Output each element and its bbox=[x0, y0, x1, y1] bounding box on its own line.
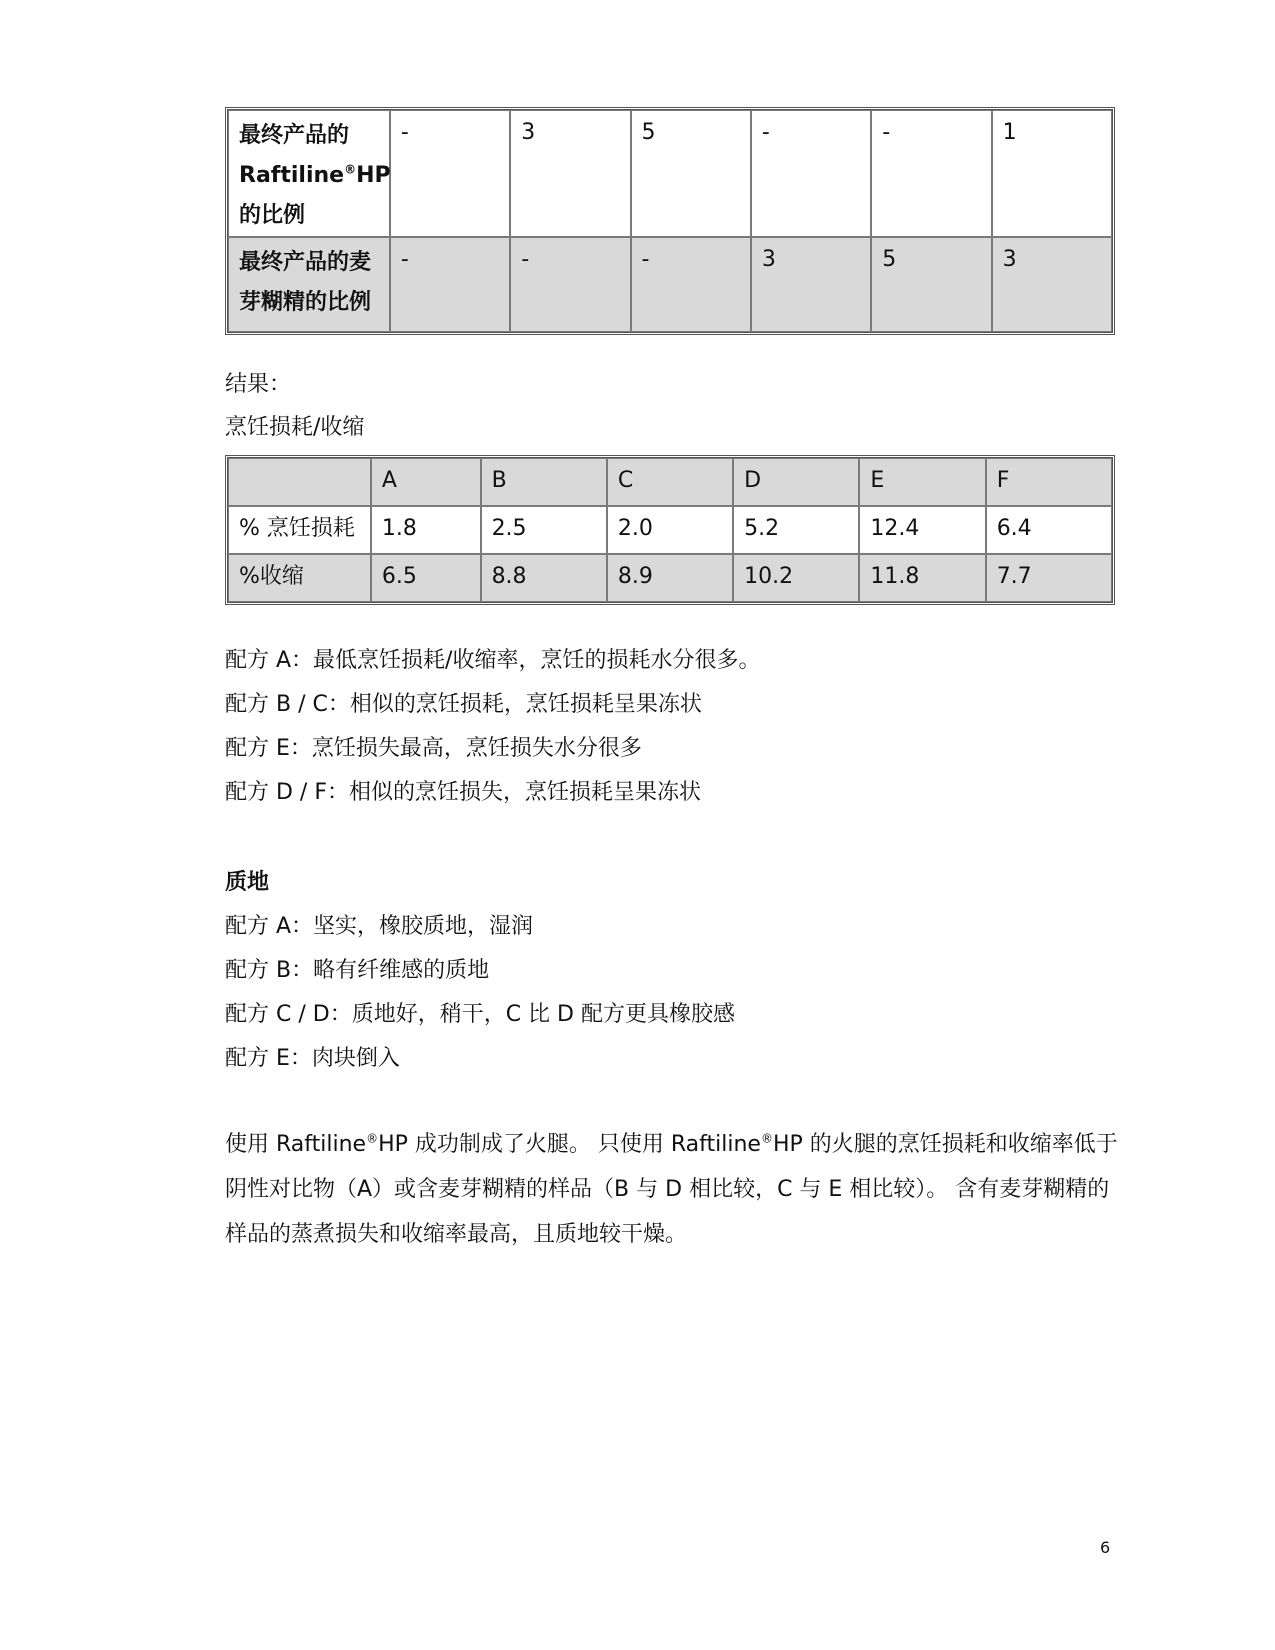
table-cell: - bbox=[510, 237, 630, 332]
texture-note: 配方 B：略有纤维感的质地 bbox=[225, 958, 490, 983]
row-header-raftiline-ratio bbox=[228, 110, 390, 237]
column-header bbox=[228, 458, 371, 506]
table-cell: 2.0 bbox=[607, 506, 733, 554]
loss-note: 配方 B / C：相似的烹饪损耗，烹饪损耗呈果冻状 bbox=[225, 692, 702, 717]
table-row bbox=[228, 237, 1112, 332]
table-cell: - bbox=[871, 110, 991, 237]
table-cell: 8.9 bbox=[607, 554, 733, 602]
row-header-text: 最终产品的Raftiline bbox=[239, 123, 350, 188]
table-cell: 6.5 bbox=[371, 554, 481, 602]
conclusion-paragraph bbox=[225, 1122, 1120, 1257]
table-cell: 3 bbox=[751, 237, 871, 332]
registered-mark: ® bbox=[760, 1131, 773, 1146]
table-cell: 5 bbox=[871, 237, 991, 332]
loss-note: 配方 E：烹饪损失最高，烹饪损失水分很多 bbox=[225, 736, 642, 761]
loss-note: 配方 D / F：相似的烹饪损失，烹饪损耗呈果冻状 bbox=[225, 780, 701, 805]
table-cell: 1.8 bbox=[371, 506, 481, 554]
column-header: F bbox=[986, 458, 1112, 506]
table-cell: 8.8 bbox=[481, 554, 607, 602]
formulation-table bbox=[225, 107, 1115, 335]
row-header: %收缩 bbox=[228, 554, 371, 602]
conclusion-text: HP 成功制成了火腿。 只使用 Raftiline bbox=[378, 1132, 761, 1157]
table-cell: 5 bbox=[631, 110, 751, 237]
table-cell: 10.2 bbox=[733, 554, 859, 602]
table-cell: 12.4 bbox=[859, 506, 985, 554]
results-subheading: 烹饪损耗/收缩 bbox=[225, 415, 365, 440]
row-header-maltodextrin-ratio: 最终产品的麦芽糊精的比例 bbox=[228, 237, 390, 332]
table-row bbox=[228, 506, 1112, 554]
loss-note: 配方 A：最低烹饪损耗/收缩率，烹饪的损耗水分很多。 bbox=[225, 648, 761, 673]
results-heading: 结果： bbox=[225, 372, 292, 397]
column-header: B bbox=[481, 458, 607, 506]
row-header-text: HP的比例 bbox=[239, 163, 391, 228]
table-header-row bbox=[228, 458, 1112, 506]
table-cell: - bbox=[390, 110, 510, 237]
table-cell: 3 bbox=[510, 110, 630, 237]
table-row bbox=[228, 110, 1112, 237]
table-cell: - bbox=[751, 110, 871, 237]
column-header: E bbox=[859, 458, 985, 506]
column-header: A bbox=[371, 458, 481, 506]
cooking-loss-table bbox=[225, 455, 1115, 605]
registered-mark: ® bbox=[366, 1131, 379, 1146]
table-cell: 6.4 bbox=[986, 506, 1112, 554]
registered-mark: ® bbox=[344, 162, 357, 177]
table-cell: 11.8 bbox=[859, 554, 985, 602]
table-cell: - bbox=[631, 237, 751, 332]
texture-note: 配方 E：肉块倒入 bbox=[225, 1046, 400, 1071]
table-cell: - bbox=[390, 237, 510, 332]
table-cell: 1 bbox=[992, 110, 1112, 237]
table-cell: 3 bbox=[992, 237, 1112, 332]
texture-heading: 质地 bbox=[225, 870, 270, 895]
row-header: % 烹饪损耗 bbox=[228, 506, 371, 554]
conclusion-text: HP 的火腿的烹饪损耗和收缩率低于阴性对比物（A）或含麦芽糊精的样品（B 与 D 相比较，C 与 E 相比较）。 含有麦芽糊精的样品的蒸煮损失和收缩率最高，且质地较干燥。 bbox=[225, 1132, 1118, 1247]
table-cell: 5.2 bbox=[733, 506, 859, 554]
conclusion-text: 使用 Raftiline bbox=[225, 1132, 367, 1157]
table-row bbox=[228, 554, 1112, 602]
page-number: 6 bbox=[1100, 1538, 1111, 1557]
table-cell: 2.5 bbox=[481, 506, 607, 554]
column-header: D bbox=[733, 458, 859, 506]
texture-note: 配方 A：坚实，橡胶质地，湿润 bbox=[225, 914, 534, 939]
texture-note: 配方 C / D：质地好，稍干，C 比 D 配方更具橡胶感 bbox=[225, 1002, 735, 1027]
table-cell: 7.7 bbox=[986, 554, 1112, 602]
column-header: C bbox=[607, 458, 733, 506]
